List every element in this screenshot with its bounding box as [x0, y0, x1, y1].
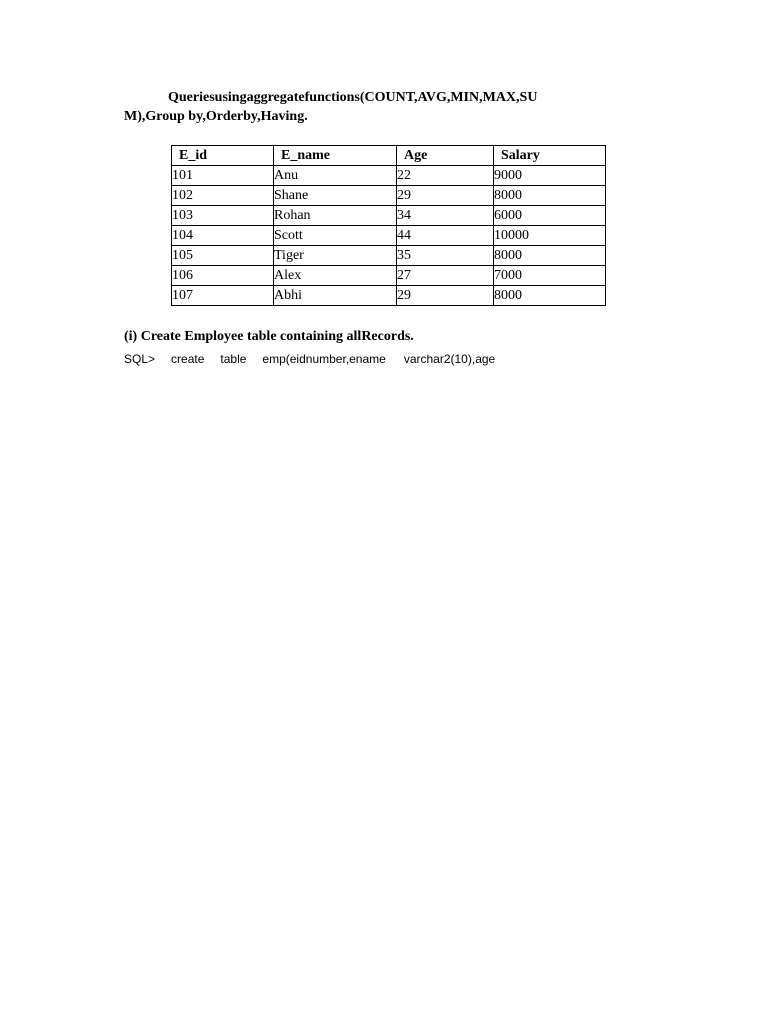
eid-cell: 102: [172, 186, 274, 206]
table-row: [172, 226, 606, 246]
employee-table: [171, 145, 606, 306]
age-cell: 34: [397, 206, 494, 226]
document-title-line-1: Queriesusingaggregatefunctions(COUNT,AVG,MIN,MAX,SU: [168, 90, 538, 105]
column-header-salary: Salary: [494, 146, 606, 166]
eid-cell: 104: [172, 226, 274, 246]
column-header-age: Age: [397, 146, 494, 166]
table-header-row: [172, 146, 606, 166]
table-row: [172, 266, 606, 286]
sql-statement: [124, 352, 495, 366]
salary-cell: 6000: [494, 206, 606, 226]
sql-prompt: SQL>: [124, 352, 156, 366]
eid-cell: 106: [172, 266, 274, 286]
table-row: [172, 286, 606, 306]
eid-cell: 103: [172, 206, 274, 226]
eid-cell: 101: [172, 166, 274, 186]
ename-cell: Scott: [274, 226, 397, 246]
age-cell: 29: [397, 186, 494, 206]
salary-cell: 8000: [494, 286, 606, 306]
age-cell: 29: [397, 286, 494, 306]
sql-token: create: [171, 352, 205, 366]
column-header-ename: E_name: [274, 146, 397, 166]
salary-cell: 9000: [494, 166, 606, 186]
column-header-eid: E_id: [172, 146, 274, 166]
ename-cell: Tiger: [274, 246, 397, 266]
age-cell: 22: [397, 166, 494, 186]
sql-token: varchar2(10),age: [403, 352, 496, 366]
salary-cell: 10000: [494, 226, 606, 246]
table-row: [172, 166, 606, 186]
sql-token: emp(eidnumber,ename: [262, 352, 386, 366]
ename-cell: Shane: [274, 186, 397, 206]
ename-cell: Abhi: [274, 286, 397, 306]
eid-cell: 107: [172, 286, 274, 306]
age-cell: 27: [397, 266, 494, 286]
salary-cell: 8000: [494, 246, 606, 266]
table-row: [172, 186, 606, 206]
age-cell: 44: [397, 226, 494, 246]
eid-cell: 105: [172, 246, 274, 266]
salary-cell: 8000: [494, 186, 606, 206]
table-row: [172, 246, 606, 266]
ename-cell: Anu: [274, 166, 397, 186]
age-cell: 35: [397, 246, 494, 266]
ename-cell: Alex: [274, 266, 397, 286]
salary-cell: 7000: [494, 266, 606, 286]
ename-cell: Rohan: [274, 206, 397, 226]
document-title-line-2: M),Group by,Orderby,Having.: [124, 109, 308, 124]
sql-token: table: [220, 352, 247, 366]
table-row: [172, 206, 606, 226]
section-heading: (i) Create Employee table containing allRecords.: [124, 329, 414, 344]
